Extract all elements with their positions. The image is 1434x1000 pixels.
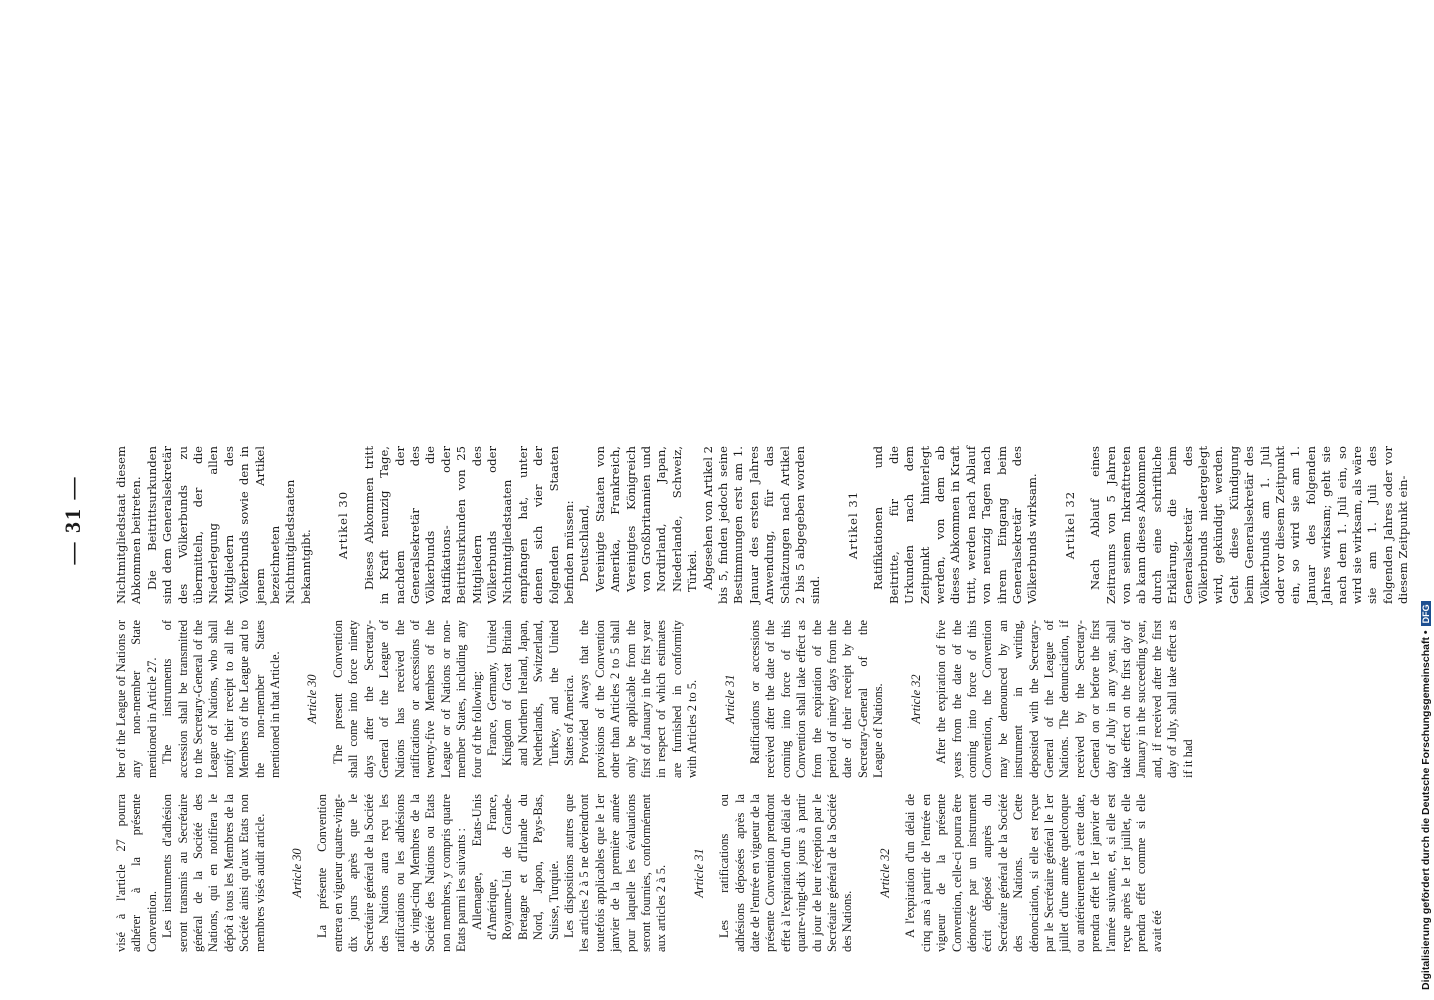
margin-note-text: Digitalisierung gefördert durch die Deutsche Forschungsgemeinschaft • — [1420, 630, 1432, 990]
french-article-31-heading: Article 31 — [691, 848, 706, 898]
english-paragraph-6: After the expiration of five years from the date of the coming into force of this Convention, the Convention may be denounced by an instrument in writing, deposited with the Secretary-General of the League of Nations. The denunciation, if received by the Secretary-General on or before the first day of July in any year, shall take effect on the first day of January in the succeeding year, and, if received after the first day of July, shall take effect as if it had — [934, 620, 1195, 778]
german-paragraph-0: Nichtmitgliedstaat diesem Abkommen beitreten. — [114, 446, 144, 604]
french-paragraph-6: A l'expiration d'un délai de cinq ans à partir de l'entrée en vigueur de la présente Convention, celle-ci pourra être dénoncée par un instrument écrit déposé auprès du Secrétaire général de la Société des Nations. Cette dénonciation, si elle est reçue par le Secrétaire général le 1er juillet d'une année quelconque ou antérieurement à cette date, prendra effet le 1er janvier de l'année suivante, et, si elle est reçue après le 1er juillet, elle prendra effet comme si elle avait été — [903, 794, 1164, 952]
column-english — [114, 620, 1196, 778]
dfg-logo-icon: DFG — [1421, 601, 1431, 626]
page-header — [60, 80, 100, 960]
english-paragraph-1: The instruments of accession shall be transmitted to the Secretary-General of the League of Nations, who shall notify their receipt to all the Members of the League and to the non-member States mentioned in that Article. — [160, 620, 283, 778]
german-paragraph-4: Abgesehen von Artikel 2 bis 5, finden jedoch seine Bestimmungen erst am 1. Januar des ersten Jahres Anwendung, für das Schätzungen nach Artikel 2 bis 5 abgegeben worden sind. — [700, 446, 823, 604]
german-article-31-heading: Artikel 31 — [845, 490, 860, 560]
french-paragraph-1: Les instruments d'adhésion seront transmis au Secrétaire général de la Société des Nations, qui en notifiera le dépôt à tous les Membres de la Société ainsi qu'aux Etats non membres visés audit article. — [160, 794, 267, 952]
english-article-32-heading: Article 32 — [908, 674, 923, 724]
english-article-30-heading: Article 30 — [305, 674, 320, 724]
german-paragraph-5: Ratifikationen und Beitritte, für die Urkunden nach dem Zeitpunkt hinterlegt werden, von dem ab dieses Abkommen in Kraft tritt, werden nach Ablauf von neunzig Tagen nach ihrem Eingang beim Generalsekretär des Völkerbunds wirksam. — [871, 446, 1040, 604]
column-french — [114, 794, 1165, 952]
column-german — [114, 446, 1412, 604]
english-paragraph-4: Provided always that the provisions of the Convention other than Articles 2 to 5 shall only be applicable from the first of January in the first year in respect of which estimates are furnished in conformity with Articles 2 to 5. — [577, 620, 700, 778]
german-article-30-heading: Artikel 30 — [336, 490, 351, 560]
french-paragraph-0: visé à l'article 27 pourra adhérer à la présente Convention. — [114, 794, 159, 952]
german-country-list: Deutschland, Vereinigte Staaten von Amerika, Frankreich, Vereinigtes Königreich von Großbritannien und Nordirland, Japan, Niederlande, Schweiz, Türkei. — [577, 446, 700, 592]
german-paragraph-1: Die Beitrittsurkunden sind dem Generalsekretär des Völkerbunds zu übermitteln, der die Niederlegung allen Mitgliedern des Völkerbunds sowie den in jenem Artikel bezeichneten Nichtmitgliedstaaten bekanntgibt. — [144, 446, 313, 604]
french-article-30-heading: Article 30 — [290, 848, 305, 898]
english-paragraph-0: ber of the League of Nations or any non-member State mentioned in Article 27. — [114, 620, 159, 778]
french-paragraph-2: La présente Convention entrera en vigueur quatre-vingt-dix jours après que le Secrétaire général de la Société des Nations aura reçu les ratifications ou les adhésions de vingt-cinq Membres de la Société des Nations ou Etats non membres, y compris quatre Etats parmi les suivants : — [315, 794, 469, 952]
french-paragraph-5: Les ratifications ou adhésions déposées après la date de l'entrée en vigueur de la présente Convention prendront effet à l'expiration d'un délai de quatre-vingt-dix jours à partir du jour de leur réception par le Secrétaire général de la Société des Nations. — [717, 794, 855, 952]
german-paragraph-6: Nach Ablauf eines Zeitraums von 5 Jahren von seinem Inkrafttreten ab kann dieses Abkommen durch eine schriftliche Erklärung, die beim Generalsekretär des Völkerbunds niedergelegt wird, gekündigt werden. Geht diese Kündigung beim Generalsekretär des Völkerbunds am 1. Juli oder vor diesem Zeitpunkt ein, so wird sie am 1. Januar des folgenden Jahres wirksam; geht sie nach dem 1. Juli ein, so wird sie wirksam, als wäre sie am 1. Juli des folgenden Jahres oder vor diesem Zeitpunkt ein- — [1088, 446, 1411, 604]
english-article-31-heading: Article 31 — [722, 674, 737, 724]
english-country-list: France, Germany, United Kingdom of Great Britain and Northern Ireland, Japan, Netherlands, Switzerland, Turkey, and the United States of America. — [484, 620, 576, 766]
german-article-32-heading: Artikel 32 — [1062, 490, 1077, 560]
page-number: — 31 — — [60, 475, 85, 565]
french-article-32-heading: Article 32 — [877, 848, 892, 898]
english-paragraph-2: The present Convention shall come into force ninety days after the Secretary-General of the League of Nations has received the ratifications or accessions of twenty-five Members of the League or of Nations or non-member States, including any four of the following: — [330, 620, 484, 778]
rotated-page — [60, 80, 1411, 960]
german-paragraph-2: Dieses Abkommen tritt in Kraft neunzig Tage, nachdem der Generalsekretär des Völkerbunds die Ratifikations- oder Beitrittsurkunden von 25 Mitgliedern des Völkerbunds oder Nichtmitgliedstaaten empfangen hat, unter denen sich vier der folgenden Staaten befinden müssen: — [361, 446, 576, 604]
french-paragraph-4: Les dispositions autres que les articles 2 à 5 ne deviendront toutefois applicables que le 1er janvier de la première année pour laquelle les évaluations seront fournies, conformément aux articles 2 à 5. — [561, 794, 669, 952]
margin-note — [1420, 601, 1432, 990]
french-country-list: Allemagne, Etats-Unis d'Amérique, France, Royaume-Uni de Grande-Bretagne et d'Irlande du Nord, Japon, Pays-Bas, Suisse, Turquie. — [469, 794, 561, 940]
english-paragraph-5: Ratifications or accessions received after the date of the coming into force of this Convention shall take effect as from the expiration of the period of ninety days from the date of their receipt by the Secretary-General of the League of Nations. — [748, 620, 886, 778]
